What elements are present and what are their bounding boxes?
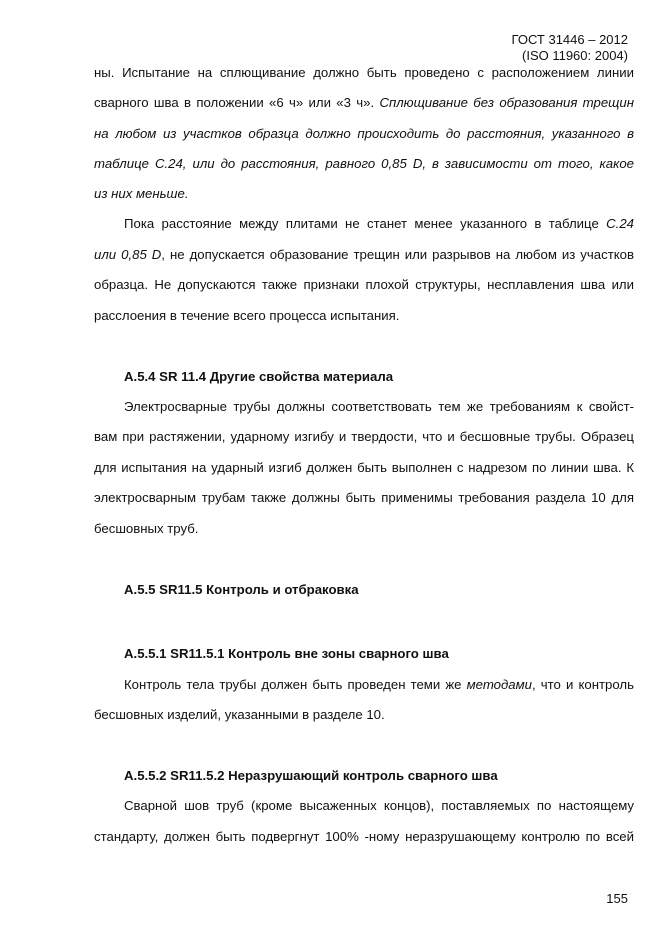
standard-number: ГОСТ 31446 – 2012 <box>511 32 628 47</box>
section-heading: А.5.5 SR11.5 Контроль и отбраковка <box>124 582 359 597</box>
text-span: Пока расстояние между плитами не станет менее указанного в таблице <box>124 216 607 231</box>
document-header <box>512 32 628 64</box>
italic-span: Сплющивание без образования трещин <box>379 95 634 110</box>
paragraph-line: образца. Не допускаются также признаки плохой структуры, несплавления шва или <box>94 277 634 292</box>
paragraph-line: бесшовных труб. <box>94 521 199 536</box>
section-heading: А.5.5.1 SR11.5.1 Контроль вне зоны сварного шва <box>124 646 449 661</box>
paragraph-line: стандарту, должен быть подвергнут 100% -ному неразрушающему контролю по всей <box>94 829 634 844</box>
paragraph-line <box>124 216 634 232</box>
text-span: Контроль тела трубы должен быть проведен теми же <box>124 677 467 692</box>
italic-span: методами <box>466 677 533 692</box>
paragraph-line <box>94 95 634 111</box>
paragraph-line: Сварной шов труб (кроме высаженных концов), поставляемых по настоящему <box>124 798 634 813</box>
paragraph-line: таблице С.24, или до расстояния, равного 0,85 D, в зависимости от того, какое <box>94 156 634 171</box>
paragraph-line: из них меньше. <box>94 186 189 201</box>
paragraph-line <box>94 247 634 263</box>
paragraph-line: электросварным трубам также должны быть применимы требования раздела 10 для <box>94 490 634 505</box>
paragraph-line: расслоения в течение всего процесса испытания. <box>94 308 400 323</box>
paragraph-line: на любом из участков образца должно происходить до расстояния, указанного в <box>94 126 634 141</box>
paragraph-line: Электросварные трубы должны соответствовать тем же требованиям к свойст- <box>124 399 634 414</box>
text-span: сварного шва в положении «6 ч» или «3 ч». <box>94 95 380 110</box>
paragraph-line <box>124 677 634 693</box>
paragraph-line: вам при растяжении, ударному изгибу и твердости, что и бесшовные трубы. Образец <box>94 429 634 444</box>
text-span: , не допускается образование трещин или разрывов на любом из участков <box>161 247 634 262</box>
page-number: 155 <box>606 891 628 906</box>
section-heading: А.5.5.2 SR11.5.2 Неразрушающий контроль сварного шва <box>124 768 498 783</box>
italic-span: или 0,85 D <box>94 247 162 262</box>
italic-span: С.24 <box>606 216 634 231</box>
section-heading: А.5.4 SR 11.4 Другие свойства материала <box>124 369 394 384</box>
paragraph-line: бесшовных изделий, указанными в разделе 10. <box>94 707 385 722</box>
paragraph-line: для испытания на ударный изгиб должен быть выполнен с надрезом по линии шва. К <box>94 460 634 475</box>
paragraph-line: ны. Испытание на сплющивание должно быть проведено с расположением линии <box>94 65 634 80</box>
text-span: , что и контроль <box>532 677 634 692</box>
iso-reference: (ISO 11960: 2004) <box>522 48 628 63</box>
